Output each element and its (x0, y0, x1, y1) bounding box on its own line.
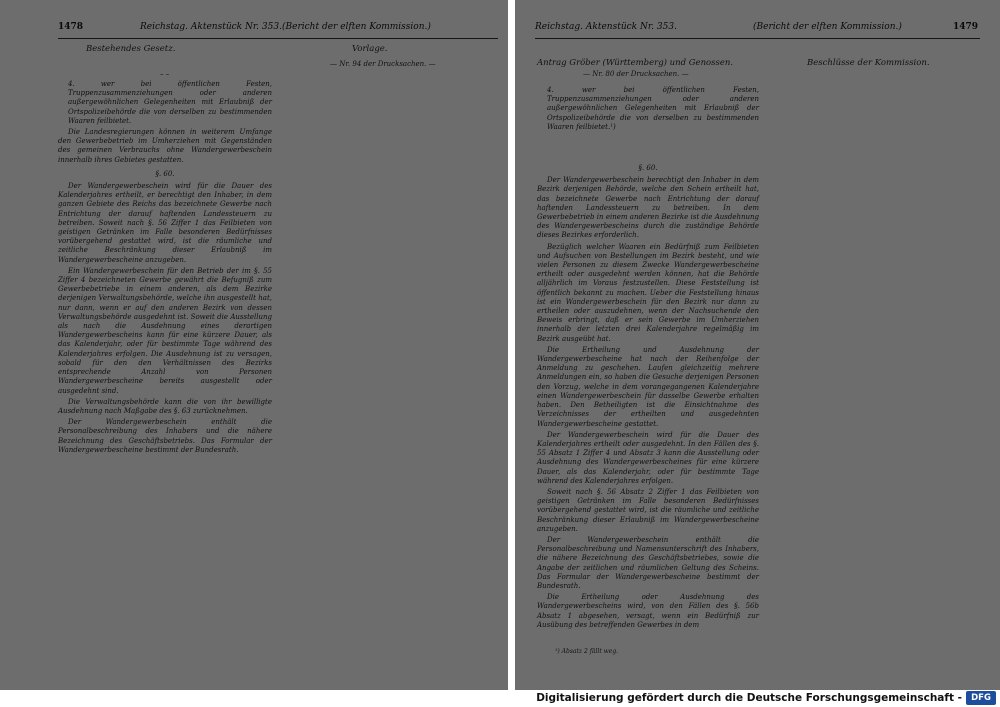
paragraph: Ein Wandergewerbeschein für den Betrieb der im §. 55 Ziffer 4 bezeichneten Gewerbe gewährt die Befugniß zum Gewerbebetriebe in einem anderen, als dem Bezirke derjenigen Verwaltungsbehörde, welche ihn ausgestellt hat, nur dann, wenn er auf den anderen Bezirk von dessen Verwaltungsbehörde ausgedehnt ist. Soweit die Ausstellung als nach die Ausdehnung eines derartigen Wandergewerbescheins kann für eine kürzere Dauer, als das Kalenderjahr, oder für bestimmte Tage während des Kalenderjahres erfolgen. Die Ausdehnung ist zu versagen, sobald für den den Verhältnissen des Bezirks entsprechende Anzahl von Personen Wandergewerbescheine bereits ausgestellt oder ausgedehnt sind. (58, 266, 272, 395)
right-page-number: 1479 (953, 22, 979, 32)
paragraph: 4. wer bei öffentlichen Festen, Truppenzusammenziehungen oder anderen außergewöhnlichen Gelegenheiten mit Erlaubniß der Ortspolizeibehörde die von derselben zu bestimmenden Waaren feilbietet. (68, 80, 272, 125)
right-running-title: Reichstag. Aktenstück Nr. 353. (535, 22, 677, 32)
right-col2-heading: Beschlüsse der Kommission. (807, 58, 930, 68)
left-header-rule (58, 38, 498, 39)
paragraph: Die Landesregierungen können in weiterem Umfange den Gewerbebetrieb im Umherziehen mit Gegenständen des gemeinen Verbrauchs ohne Wandergewerbeschein innerhalb ihres Gebietes gestatten. (58, 128, 272, 164)
paragraph: 4. wer bei öffentlichen Festen, Truppenzusammenziehungen oder anderen außergewöhnlichen Gelegenheiten mit Erlaubniß der Ortspolizeibehörde die von derselben zu bestimmenden Waaren feilbietet.¹) (547, 86, 759, 131)
paragraph: Die Verwaltungsbehörde kann die von ihr bewilligte Ausdehnung nach Maßgabe des §. 63 zurücknehmen. (58, 397, 272, 415)
dfg-credit-text: Digitalisierung gefördert durch die Deutsche Forschungsgemeinschaft - (536, 692, 962, 704)
paragraph: Bezüglich welcher Waaren ein Bedürfniß zum Feilbieten und Aufsuchen von Bestellungen im Bezirk besteht, und wie vielen Personen zu diesem Zwecke Wandergewerbescheine ertheilt oder ausgedehnt werden können, hat die Behörde alljährlich im Voraus festzustellen. Diese Feststellung ist öffentlich bekannt zu machen. Ueber die Feststellung hinaus ist ein Wandergewerbeschein für den Bezirk nur dann zu ertheilen oder auszudehnen, wenn der Nachsuchende den Beweis erbringt, daß er sein Gewerbe im Umherziehen innerhalb der letzten drei Kalenderjahre regelmäßig im Bezirk ausgeübt hat. (537, 242, 759, 343)
footnote: ¹) Absatz 2 fällt weg. (555, 648, 619, 655)
section-heading: §. 60. (638, 164, 658, 173)
left-col1-heading: Bestehendes Gesetz. (86, 44, 176, 54)
left-col1-dash: – – (160, 70, 170, 78)
paragraph: Der Wandergewerbeschein enthält die Personalbeschreibung des Inhabers und die nähere Bezeichnung des Geschäftsbetriebs. Das Formular der Wandergewerbescheine bestimmt der Bundesrath. (58, 418, 272, 454)
paragraph: Der Wandergewerbeschein wird für die Dauer des Kalenderjahres ertheilt, er berechtigt den Inhaber, in dem ganzen Gebiete des Reichs das bezeichnete Gewerbe nach Entrichtung der darauf haftenden Landessteuern zu betreiben. Soweit nach §. 56 Ziffer 1 das Feilbieten von geistigen Getränken im Falle besonderen Bedürfnisses vorübergehend gestattet wird, ist die räumliche und zeitliche Beschränkung dieser Erlaubniß im Wandergewerbescheine anzugeben. (58, 182, 272, 264)
section-heading: §. 60. (155, 169, 175, 178)
paragraph: Der Wandergewerbeschein enthält die Personalbeschreibung und Namensunterschrift des Inhabers, die nähere Bezeichnung des Geschäftsbetriebes, sowie die Angabe der zeitlichen und räumlichen Geltung des Scheins. Das Formular der Wandergewerbescheine bestimmt der Bundesrath. (537, 535, 759, 590)
left-page-number: 1478 (58, 22, 84, 32)
paragraph: Soweit nach §. 56 Absatz 2 Ziffer 1 das Feilbieten von geistigen Getränken im Falle besonderen Bedürfnisses vorübergehend gestattet wird, ist die räumliche und zeitliche Beschränkung dieser Erlaubniß im Wandergewerbescheine anzugeben. (537, 487, 759, 533)
paragraph: Der Wandergewerbeschein berechtigt den Inhaber in dem Bezirk derjenigen Behörde, welche den Schein ertheilt hat, das bezeichnete Gewerbe nach Entrichtung der darauf haftenden Landessteuern zu betreiben. In dem Gewerbebetrieb in einem anderen Bezirke ist die Ausdehnung des Wandergewerbescheins durch die zuständige Behörde dieses Bezirkes erforderlich. (537, 176, 759, 240)
paragraph: Der Wandergewerbeschein wird für die Dauer des Kalenderjahres ertheilt oder ausgedehnt. In den Fällen des §. 55 Absatz 1 Ziffer 4 und Absatz 3 kann die Ausstellung oder Ausdehnung des Wandergewerbescheines für eine kürzere Dauer, als das Kalenderjahr, oder für bestimmte Tage während des Kalenderjahres erfolgen. (537, 430, 759, 485)
paragraph: Die Ertheilung oder Ausdehnung des Wandergewerbescheins wird, von den Fällen des §. 56b Absatz 1 abgesehen, versagt, wenn ein Bedürfniß zur Ausübung des betreffenden Gewerbes in dem (537, 593, 759, 629)
left-col2-sub: — Nr. 94 der Drucksachen. — (330, 60, 436, 68)
right-page (515, 0, 1000, 690)
right-running-note: (Bericht der elften Kommission.) (753, 22, 902, 32)
left-running-title: Reichstag. Aktenstück Nr. 353. (140, 22, 282, 32)
left-page (0, 0, 508, 690)
right-col1-heading: Antrag Gröber (Württemberg) und Genossen. (537, 58, 734, 68)
right-header-rule (535, 38, 980, 39)
left-col1-body (58, 80, 272, 454)
left-col2-heading: Vorlage. (352, 44, 388, 54)
paragraph: Die Ertheilung und Ausdehnung der Wandergewerbescheine hat nach der Reihenfolge der Anmeldung zu geschehen. Laufen gleichzeitig mehrere Anmeldungen ein, so haben die Gesuche derjenigen Personen den Vorzug, welche in dem vorangegangenen Kalenderjahre einen Wandergewerbeschein für dasselbe Gewerbe erhalten haben. Den Betheiligten ist die Einsichtnahme des Verzeichnisses der ertheilten und ausgedehnten Wandergewerbescheine gestattet. (537, 345, 759, 428)
right-col1-sub: — Nr. 80 der Drucksachen. — (583, 70, 689, 78)
credit-bar (0, 690, 1000, 707)
page-gutter (508, 0, 515, 690)
dfg-logo: DFG (966, 691, 996, 705)
right-col1-body (537, 86, 759, 641)
left-running-note: (Bericht der elften Kommission.) (282, 22, 431, 32)
